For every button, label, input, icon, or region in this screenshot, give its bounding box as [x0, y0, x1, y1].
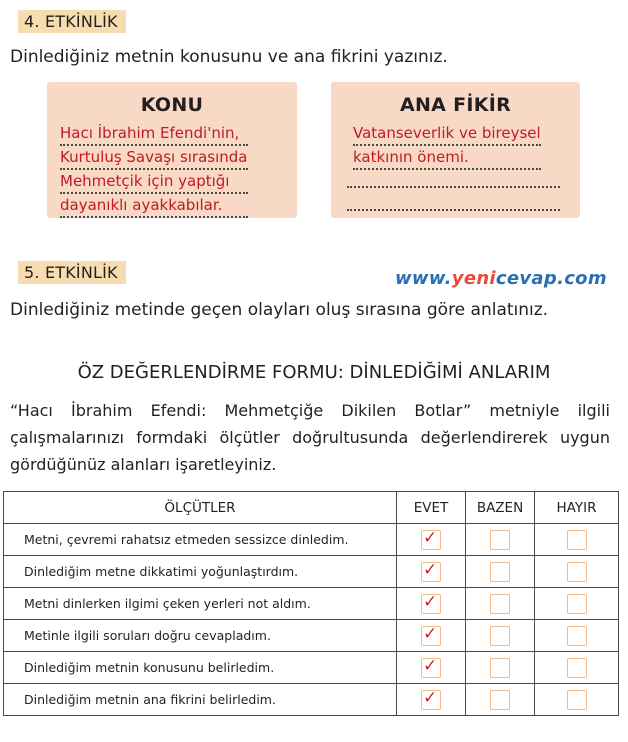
table-row	[4, 684, 619, 716]
criterion-text: Dinlediğim metnin ana fikrini belirledim.	[4, 684, 397, 716]
activity4-instruction: Dinlediğiniz metnin konusunu ve ana fikrini yazınız.	[10, 47, 448, 67]
watermark-suffix: cevap.com	[495, 268, 607, 289]
check-mark-icon: ✓	[423, 559, 438, 580]
no-checkbox[interactable]	[567, 658, 587, 678]
yes-checkbox[interactable]	[421, 559, 441, 582]
no-checkbox[interactable]	[567, 562, 587, 582]
table-row	[4, 652, 619, 684]
no-checkbox[interactable]	[567, 594, 587, 614]
no-checkbox[interactable]	[567, 626, 587, 646]
sometimes-checkbox[interactable]	[490, 530, 510, 550]
check-mark-icon: ✓	[423, 623, 438, 644]
watermark-prefix: www.	[395, 268, 452, 289]
table-row	[4, 556, 619, 588]
no-cell	[535, 588, 619, 620]
check-mark-icon: ✓	[423, 655, 438, 676]
topic-line-4: dayanıklı ayakkabılar.	[60, 194, 248, 218]
yes-checkbox[interactable]	[421, 687, 441, 710]
no-checkbox[interactable]	[567, 690, 587, 710]
yes-cell	[397, 652, 466, 684]
criteria-header: ÖLÇÜTLER	[4, 492, 397, 524]
no-cell	[535, 684, 619, 716]
yes-cell	[397, 588, 466, 620]
activity5-instruction: Dinlediğiniz metinde geçen olayları oluş sırasına göre anlatınız.	[10, 300, 549, 320]
topic-box	[47, 82, 297, 218]
criterion-text: Dinlediğim metnin konusunu belirledim.	[4, 652, 397, 684]
yes-cell	[397, 684, 466, 716]
no-checkbox[interactable]	[567, 530, 587, 550]
yes-checkbox[interactable]	[421, 591, 441, 614]
activity4-badge: 4. ETKİNLİK	[18, 10, 126, 33]
idea-empty-line-2	[347, 209, 560, 211]
topic-answer	[60, 122, 248, 218]
no-header: HAYIR	[535, 492, 619, 524]
idea-answer	[353, 122, 541, 170]
idea-empty-line-1	[347, 186, 560, 188]
idea-line-1: Vatanseverlik ve bireysel	[353, 122, 541, 146]
check-mark-icon: ✓	[423, 527, 438, 548]
sometimes-cell	[466, 684, 535, 716]
no-cell	[535, 652, 619, 684]
idea-box-title: ANA FİKİR	[399, 94, 512, 116]
yes-cell	[397, 620, 466, 652]
table-header-row	[4, 492, 619, 524]
criterion-text: Metni dinlerken ilgimi çeken yerleri not aldım.	[4, 588, 397, 620]
form-title: ÖZ DEĞERLENDİRME FORMU: DİNLEDİĞİMİ ANLARIM	[77, 362, 551, 383]
sometimes-checkbox[interactable]	[490, 594, 510, 614]
sometimes-cell	[466, 556, 535, 588]
idea-box	[331, 82, 580, 218]
topic-box-title: KONU	[140, 94, 204, 116]
table-row	[4, 588, 619, 620]
check-mark-icon: ✓	[423, 591, 438, 612]
table-row	[4, 620, 619, 652]
yes-checkbox[interactable]	[421, 655, 441, 678]
criterion-text: Metni, çevremi rahatsız etmeden sessizce dinledim.	[4, 524, 397, 556]
sometimes-cell	[466, 620, 535, 652]
no-cell	[535, 556, 619, 588]
sometimes-cell	[466, 524, 535, 556]
criterion-text: Metinle ilgili soruları doğru cevapladım.	[4, 620, 397, 652]
table-row	[4, 524, 619, 556]
sometimes-checkbox[interactable]	[490, 562, 510, 582]
topic-line-1: Hacı İbrahim Efendi'nin,	[60, 122, 248, 146]
criterion-text: Dinlediğim metne dikkatimi yoğunlaştırdım.	[4, 556, 397, 588]
watermark	[395, 268, 607, 289]
form-paragraph: “Hacı İbrahim Efendi: Mehmetçiğe Dikilen Botlar” metniyle ilgili çalışmalarınızı formdaki ölçütler doğrultusunda değerlendirerek uygun gördüğünüz alanları işaretleyiniz.	[10, 401, 610, 474]
topic-line-3: Mehmetçik için yaptığı	[60, 170, 248, 194]
yes-checkbox[interactable]	[421, 527, 441, 550]
self-assessment-table	[3, 491, 619, 716]
yes-cell	[397, 524, 466, 556]
yes-header: EVET	[397, 492, 466, 524]
sometimes-cell	[466, 588, 535, 620]
sometimes-checkbox[interactable]	[490, 690, 510, 710]
sometimes-checkbox[interactable]	[490, 658, 510, 678]
activity5-badge: 5. ETKİNLİK	[18, 261, 126, 284]
sometimes-header: BAZEN	[466, 492, 535, 524]
watermark-highlight: yeni	[451, 268, 496, 289]
no-cell	[535, 524, 619, 556]
sometimes-checkbox[interactable]	[490, 626, 510, 646]
idea-line-2: katkının önemi.	[353, 146, 541, 170]
sometimes-cell	[466, 652, 535, 684]
check-mark-icon: ✓	[423, 687, 438, 708]
yes-checkbox[interactable]	[421, 623, 441, 646]
no-cell	[535, 620, 619, 652]
topic-line-2: Kurtuluş Savaşı sırasında	[60, 146, 248, 170]
yes-cell	[397, 556, 466, 588]
